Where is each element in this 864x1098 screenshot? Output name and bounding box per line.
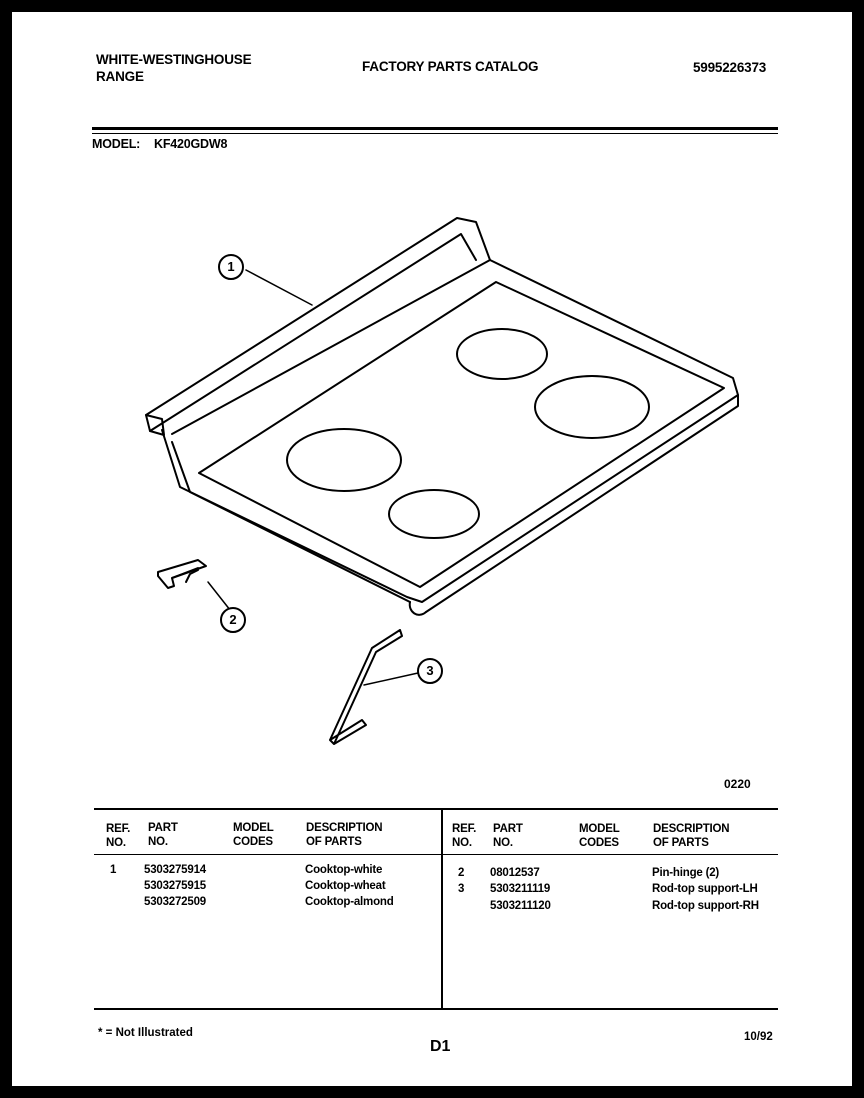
callout-3: 3 bbox=[417, 658, 443, 684]
brand-line-1: WHITE-WESTINGHOUSE bbox=[96, 52, 252, 67]
cooktop-backguard-lower bbox=[150, 234, 476, 431]
header-desc-right: DESCRIPTION OF PARTS bbox=[653, 823, 730, 849]
footnote-not-illustrated: * = Not Illustrated bbox=[98, 1027, 193, 1039]
revision-date: 10/92 bbox=[744, 1031, 773, 1043]
part-description: Cooktop-white bbox=[305, 864, 383, 876]
part-description: Pin-hinge (2) bbox=[652, 867, 720, 879]
part-description: Rod-top support-RH bbox=[652, 900, 759, 912]
cooktop-inner-rim bbox=[199, 282, 724, 587]
header-part-left: PART NO. bbox=[148, 822, 178, 848]
part-description: Cooktop-almond bbox=[305, 896, 394, 908]
table-row: 1 bbox=[110, 864, 117, 876]
part-description: Rod-top support-LH bbox=[652, 883, 758, 895]
burner-opening-rear-left bbox=[457, 329, 547, 379]
table-column-divider bbox=[441, 808, 443, 1008]
burner-opening-front-left bbox=[287, 429, 401, 491]
header-ref-left: REF. NO. bbox=[106, 823, 131, 849]
part-number: 5303211120 bbox=[490, 900, 551, 912]
table-row: 2 bbox=[458, 867, 465, 879]
model-value: KF420GDW8 bbox=[154, 137, 228, 151]
part-description: Cooktop-wheat bbox=[305, 880, 386, 892]
callout-1: 1 bbox=[218, 254, 244, 280]
part-number: 5303275915 bbox=[144, 880, 206, 892]
figure-code: 0220 bbox=[724, 777, 751, 791]
page-number: D1 bbox=[430, 1038, 451, 1055]
cooktop-exploded-diagram bbox=[12, 12, 852, 812]
burner-opening-front-right bbox=[389, 490, 479, 538]
catalog-title: FACTORY PARTS CATALOG bbox=[362, 59, 539, 74]
rod-top-support bbox=[330, 630, 402, 744]
part-number: 5303275914 bbox=[144, 864, 206, 876]
header-desc-left: DESCRIPTION OF PARTS bbox=[306, 822, 383, 848]
table-top-rule bbox=[94, 808, 778, 810]
burner-opening-rear-right bbox=[535, 376, 649, 438]
header-ref-right: REF. NO. bbox=[452, 823, 477, 849]
header-model-right: MODEL CODES bbox=[579, 823, 620, 849]
parts-catalog-page bbox=[12, 12, 852, 1086]
callout-2: 2 bbox=[220, 607, 246, 633]
model-label: MODEL: bbox=[92, 137, 141, 151]
part-number: 08012537 bbox=[490, 867, 540, 879]
table-row: 3 bbox=[458, 883, 465, 895]
header-model-left: MODEL CODES bbox=[233, 822, 274, 848]
table-bottom-rule bbox=[94, 1008, 778, 1010]
catalog-number: 5995226373 bbox=[693, 60, 767, 75]
part-number: 5303272509 bbox=[144, 896, 206, 908]
table-header-rule bbox=[94, 854, 778, 855]
brand-line-2: RANGE bbox=[96, 69, 144, 84]
part-number: 5303211119 bbox=[490, 883, 551, 895]
header-part-right: PART NO. bbox=[493, 823, 523, 849]
